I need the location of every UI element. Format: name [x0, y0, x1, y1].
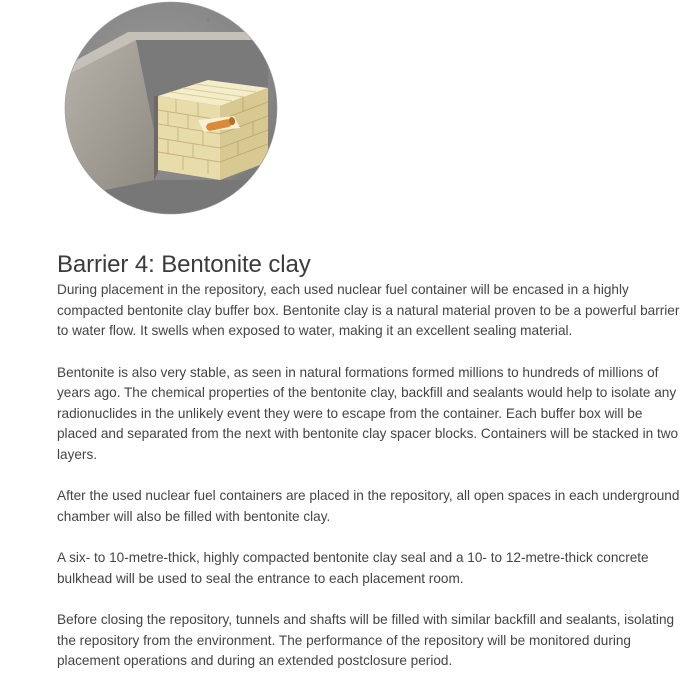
paragraph-stability: Bentonite is also very stable, as seen in natural formations formed millions to hundreds of millions of years ago. The chemical properties of the bentonite clay, backfill and sealants would help to isolate any radionuclides in the unlikely event they were to escape from the container. Each buffer box will be placed and separated from the next with bentonite clay spacer blocks. Containers will be stacked in two layers. [57, 364, 679, 462]
paragraph-closure: Before closing the repository, tunnels and shafts will be filled with similar backfill and sealants, isolating the repository from the environment. The performance of the repository will be monitored during placement operations and during an extended postclosure period. [57, 612, 675, 668]
bentonite-block-stack [158, 80, 268, 180]
article-content [57, 250, 682, 693]
paragraph-open-spaces: After the used nuclear fuel containers are placed in the repository, all open spaces in each underground chamber will also be filled with bentonite clay. [57, 488, 680, 524]
section-heading: Barrier 4: Bentonite clay [57, 251, 311, 278]
bentonite-buffer-box-illustration [58, 0, 284, 216]
paragraph-placement: During placement in the repository, each used nuclear fuel container will be encased in a highly compacted bentonite clay buffer box. Bentonite clay is a natural material proven to be a powerful barrier to water flow. It swells when exposed to water, making it an excellent sealing material. [57, 282, 680, 338]
paragraph-seal-bulkhead: A six- to 10-metre-thick, highly compacted bentonite clay seal and a 10- to 12-metre-thick concrete bulkhead will be used to seal the entrance to each placement room. [57, 550, 649, 586]
